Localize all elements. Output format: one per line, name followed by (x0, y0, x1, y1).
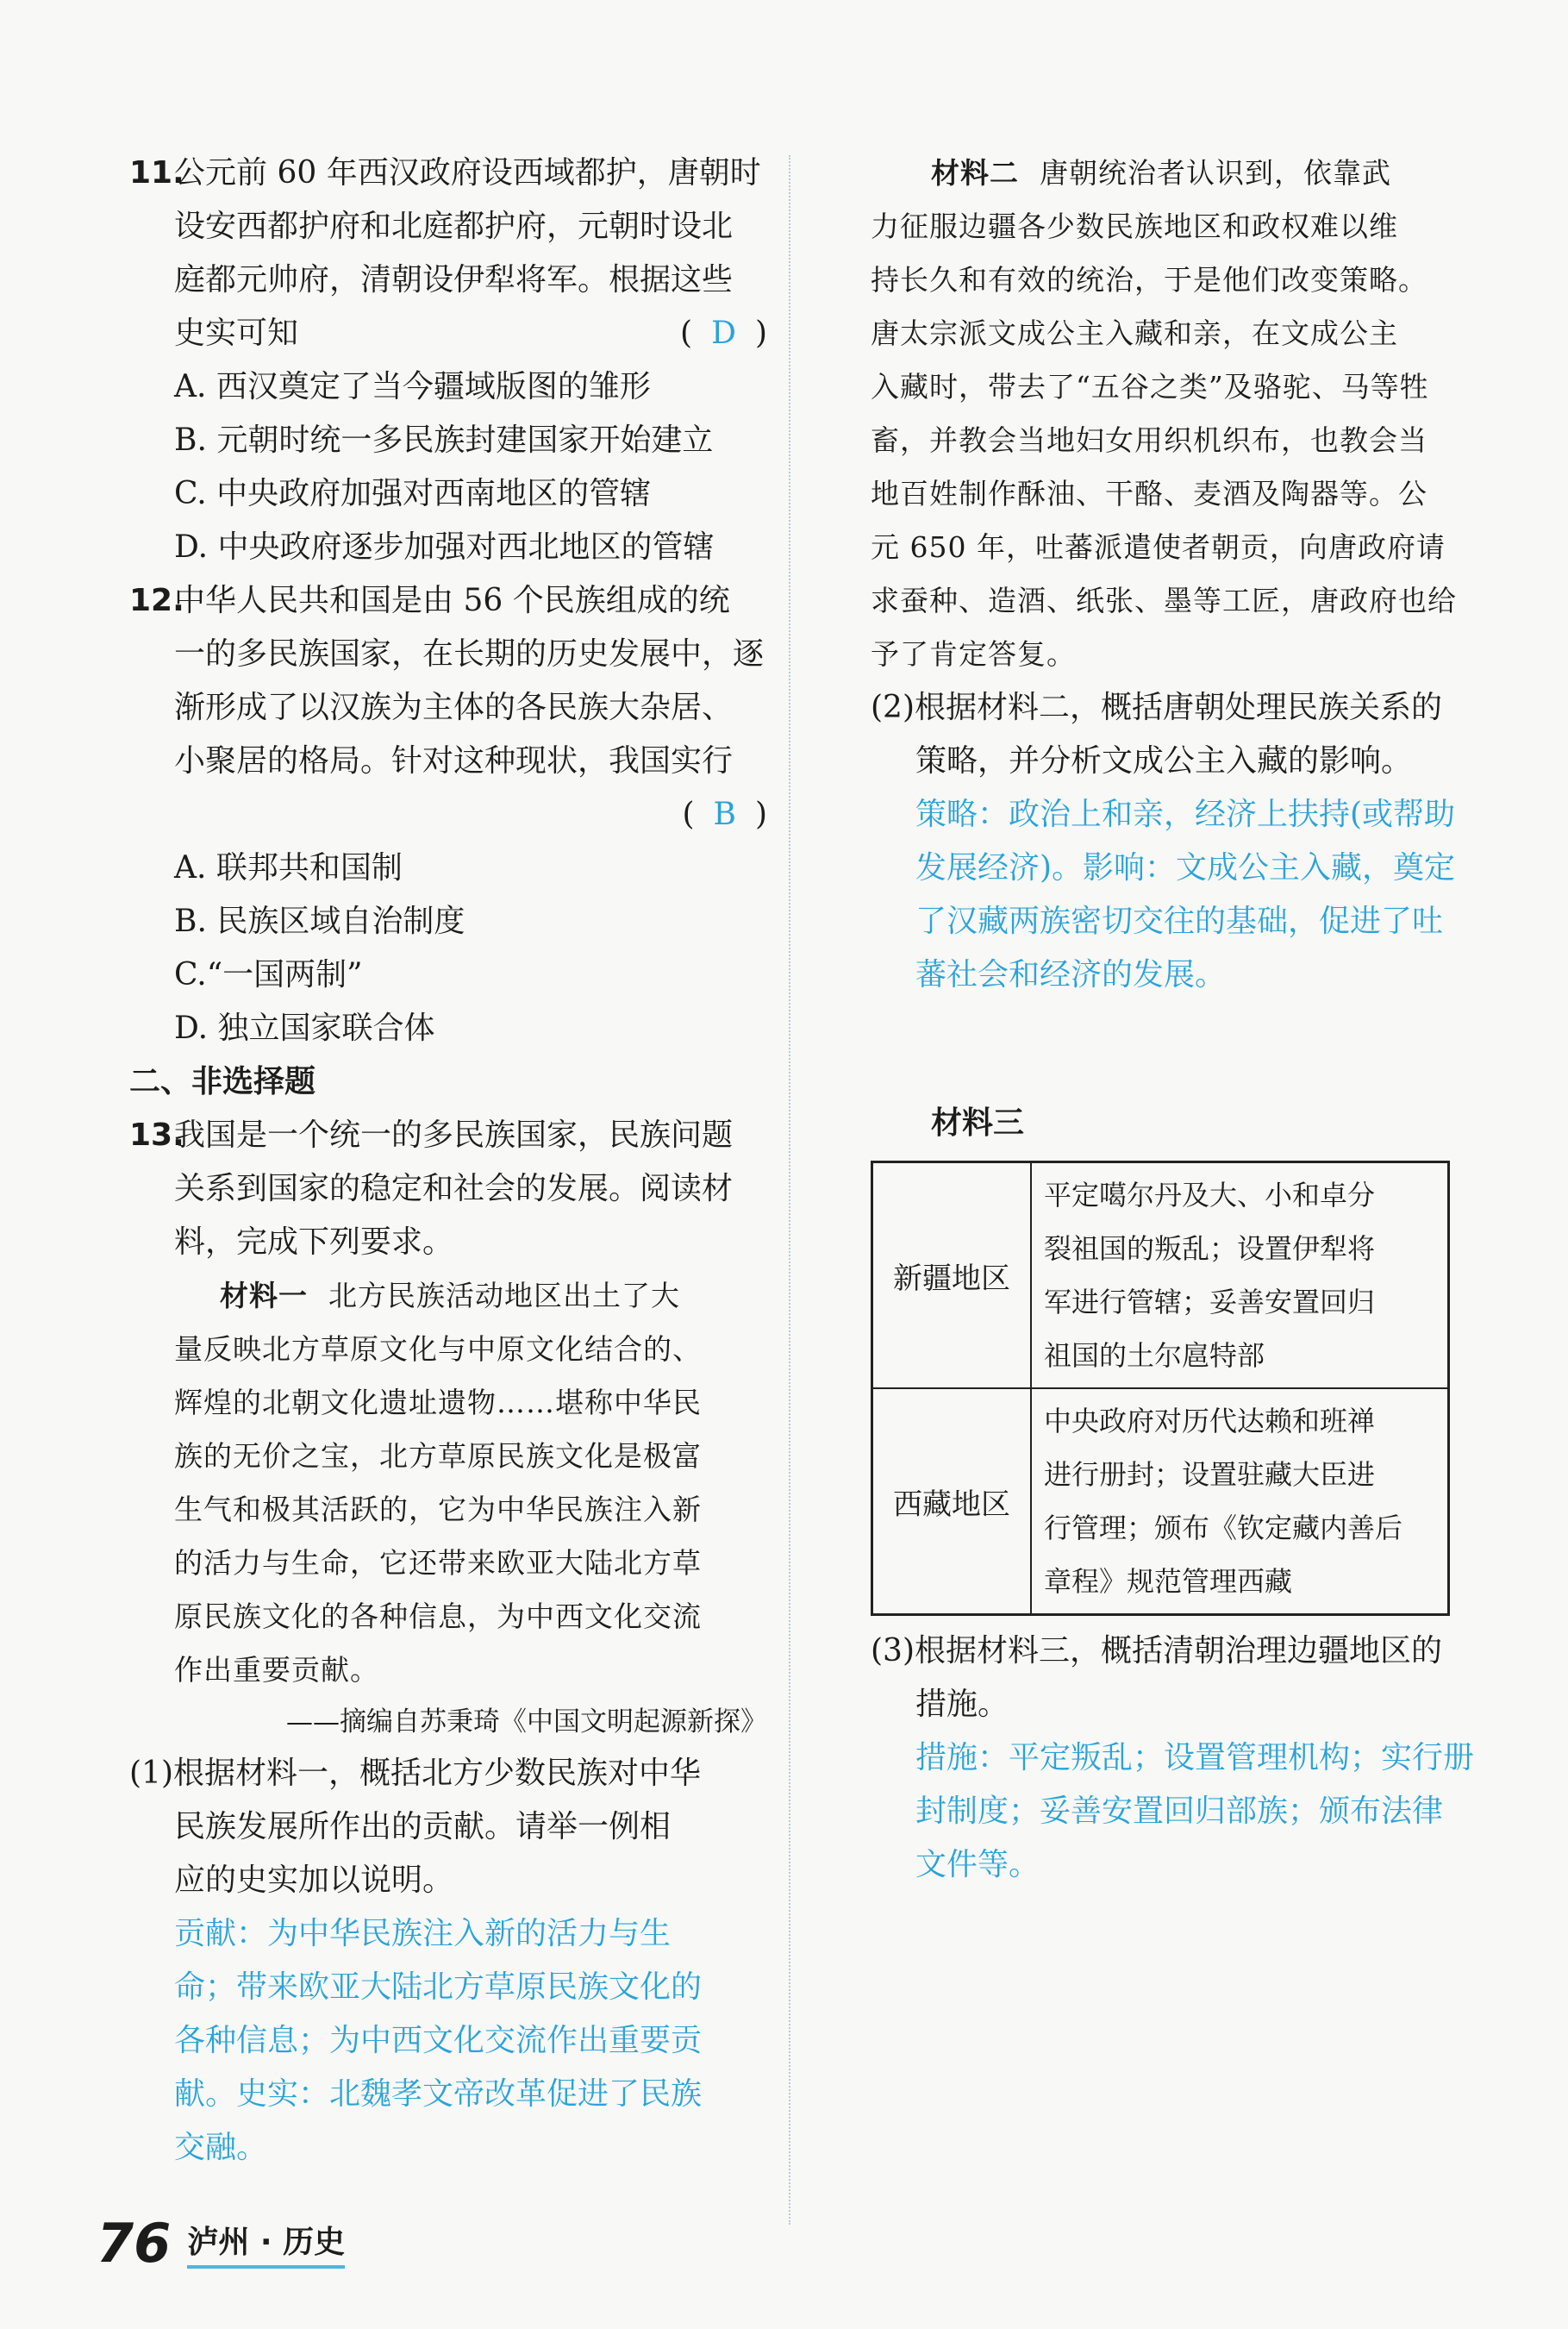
answer-text: 文件等。 (915, 1847, 1040, 1882)
option: D. 独立国家联合体 (174, 1011, 435, 1046)
page-number: 76 (97, 2212, 172, 2275)
option: C.“一国两制” (174, 957, 363, 992)
material-3-table (871, 1161, 1450, 1616)
answer-bracket: ( D ) (680, 316, 767, 351)
material-2: 材料二 唐朝统治者认识到，依靠武 力征服边疆各少数民族地区和政权难以维 持长久和有效的统治，于是他们改变策略。 唐太宗派文成公主入藏和亲，在文成公主 入藏时，带去了“五谷之类”及骆驼、马等牲 畜，并教会当地妇女用织机织布，也教会当 地百姓制作酥油、干酪、麦酒及陶器等。公 元 650 年，吐蕃派遣使者朝贡，向唐政府请 求蚕种、造酒、纸张、墨等工匠，唐政府也给 予了肯定答复。 (871, 156, 1457, 671)
option: C. 中央政府加强对西南地区的管辖 (174, 476, 652, 511)
region-cell: 西藏地区 (872, 1388, 1032, 1615)
material-label: 材料三 (931, 1105, 1025, 1141)
question-number: 11. (129, 155, 184, 191)
answer-text: 封制度；妥善安置回归部族；颁布法律 (915, 1794, 1444, 1829)
option: B. 民族区域自治制度 (174, 904, 465, 939)
question-number: 12. (129, 583, 184, 618)
answer-text: 蕃社会和经济的发展。 (915, 957, 1227, 992)
question-12: 12.中华人民共和国是由 56 个民族组成的统 一的多民族国家，在长期的历史发展中，逐 渐形成了以汉族为主体的各民族大杂居、 小聚居的格局。针对这种现状，我国实行 ( B ) A. 联邦共和国制 B. 民族区域自治制度 C.“一国两制” D. 独立国家联合体 (129, 574, 767, 1055)
sub-question-2: (2)根据材料二，概括唐朝处理民族关系的 策略，并分析文成公主入藏的影响。 策略：政治上和亲，经济上扶持(或帮助 发展经济)。影响：文成公主入藏，奠定 了汉藏两族密切交往的基础，促进了吐 蕃社会和经济的发展。 (871, 681, 1448, 1002)
material-label: 材料二 (931, 156, 1019, 190)
option: A. 联邦共和国制 (174, 850, 403, 886)
region-cell: 新疆地区 (872, 1162, 1032, 1389)
column-divider (789, 155, 790, 2225)
material-1: 材料一 北方民族活动地区出土了大 量反映北方草原文化与中原文化结合的、 辉煌的北朝文化遗址遗物……堪称中华民 族的无价之宝，北方草原民族文化是极富 生气和极其活跃的，它为中华民族注入新 的活力与生命，它还带来欧亚大陆北方草 原民族文化的各种信息，为中西文化交流 作出重要贡献。 ——摘编自苏秉琦《中国文明起源新探》 (129, 1269, 767, 1747)
answer-text: 措施：平定叛乱；设置管理机构；实行册 (915, 1740, 1475, 1775)
book-title: 泸州 · 历史 (187, 2218, 345, 2269)
material-3 (871, 1097, 1448, 1616)
question-11: 11.公元前 60 年西汉政府设西域都护，唐朝时 设安西都护府和北庭都护府，元朝时设北 庭都元帅府，清朝设伊犁将军。根据这些 史实可知 ( D ) A. 西汉奠定了当今疆域版图的雏形 B. 元朝时统一多民族封建国家开始建立 C. 中央政府加强对西南地区的管辖 D. 中央政府逐步加强对西北地区的管辖 (129, 147, 767, 574)
table-row (872, 1388, 1449, 1615)
left-column (129, 147, 767, 2175)
content-cell: 平定噶尔丹及大、小和卓分 裂祖国的叛乱；设置伊犁将 军进行管辖；妥善安置回归 祖国的土尔扈特部 (1031, 1162, 1449, 1389)
answer-text: 各种信息；为中西文化交流作出重要贡 (174, 2023, 703, 2058)
sub-question-3: (3)根据材料三，概括清朝治理边疆地区的 措施。 措施：平定叛乱；设置管理机构；实行册 封制度；妥善安置回归部族；颁布法律 文件等。 (871, 1625, 1448, 1892)
right-column (871, 147, 1475, 1892)
answer-text: 策略：政治上和亲，经济上扶持(或帮助 (915, 797, 1456, 832)
table-row (872, 1162, 1449, 1389)
page-footer (97, 2212, 345, 2289)
answer-choice: D (711, 316, 736, 351)
sub-question-1: (1)根据材料一，概括北方少数民族对中华 民族发展所作出的贡献。请举一例相 应的史实加以说明。 贡献：为中华民族注入新的活力与生 命；带来欧亚大陆北方草原民族文化的 各种信息；为中西文化交流作出重要贡 献。史实：北魏孝文帝改革促进了民族 交融。 (129, 1747, 767, 2175)
answer-text: 贡献：为中华民族注入新的活力与生 (174, 1916, 672, 1951)
answer-text: 命；带来欧亚大陆北方草原民族文化的 (174, 1969, 703, 2005)
answer-text: 发展经济)。影响：文成公主入藏，奠定 (915, 850, 1456, 886)
section-title: 二、非选择题 (129, 1064, 316, 1099)
material-label: 材料一 (220, 1279, 308, 1312)
answer-choice: B (713, 797, 736, 832)
option: D. 中央政府逐步加强对西北地区的管辖 (174, 529, 715, 565)
option: B. 元朝时统一多民族封建国家开始建立 (174, 423, 714, 458)
option: A. 西汉奠定了当今疆域版图的雏形 (174, 369, 651, 404)
content-cell: 中央政府对历代达赖和班禅 进行册封；设置驻藏大臣进 行管理；颁布《钦定藏内善后 章程》规范管理西藏 (1031, 1388, 1449, 1615)
question-number: 13. (129, 1118, 184, 1153)
answer-text: 了汉藏两族密切交往的基础，促进了吐 (915, 904, 1444, 939)
answer-text: 献。史实：北魏孝文帝改革促进了民族 (174, 2076, 703, 2112)
question-13: 13.我国是一个统一的多民族国家，民族问题 关系到国家的稳定和社会的发展。阅读材 料，完成下列要求。 材料一 北方民族活动地区出土了大 量反映北方草原文化与中原文化结合的、 辉煌的北朝文化遗址遗物……堪称中华民 族的无价之宝，北方草原民族文化是极富 生气和极其活跃的，它为中华民族注入新 的活力与生命，它还带来欧亚大陆北方草 原民族文化的各种信息，为中西文化交流 作出重要贡献。 ——摘编自苏秉琦《中国文明起源新探》 (1)根据材料一，概括北方少数民族对中华 民族发展所作出的贡献。请举一例相 应的史实加以说明。 贡献：为中华民族注入新的活力与生 命；带来欧亚大陆北方草原民族文化的 各种信息；为中西文化交流作出重要贡 献。史实：北魏孝文帝改革促进了民族 交融。 (129, 1109, 767, 2175)
answer-bracket: ( B ) (682, 797, 767, 832)
material-source: ——摘编自苏秉琦《中国文明起源新探》 (286, 1706, 767, 1737)
answer-text: 交融。 (174, 2130, 268, 2165)
